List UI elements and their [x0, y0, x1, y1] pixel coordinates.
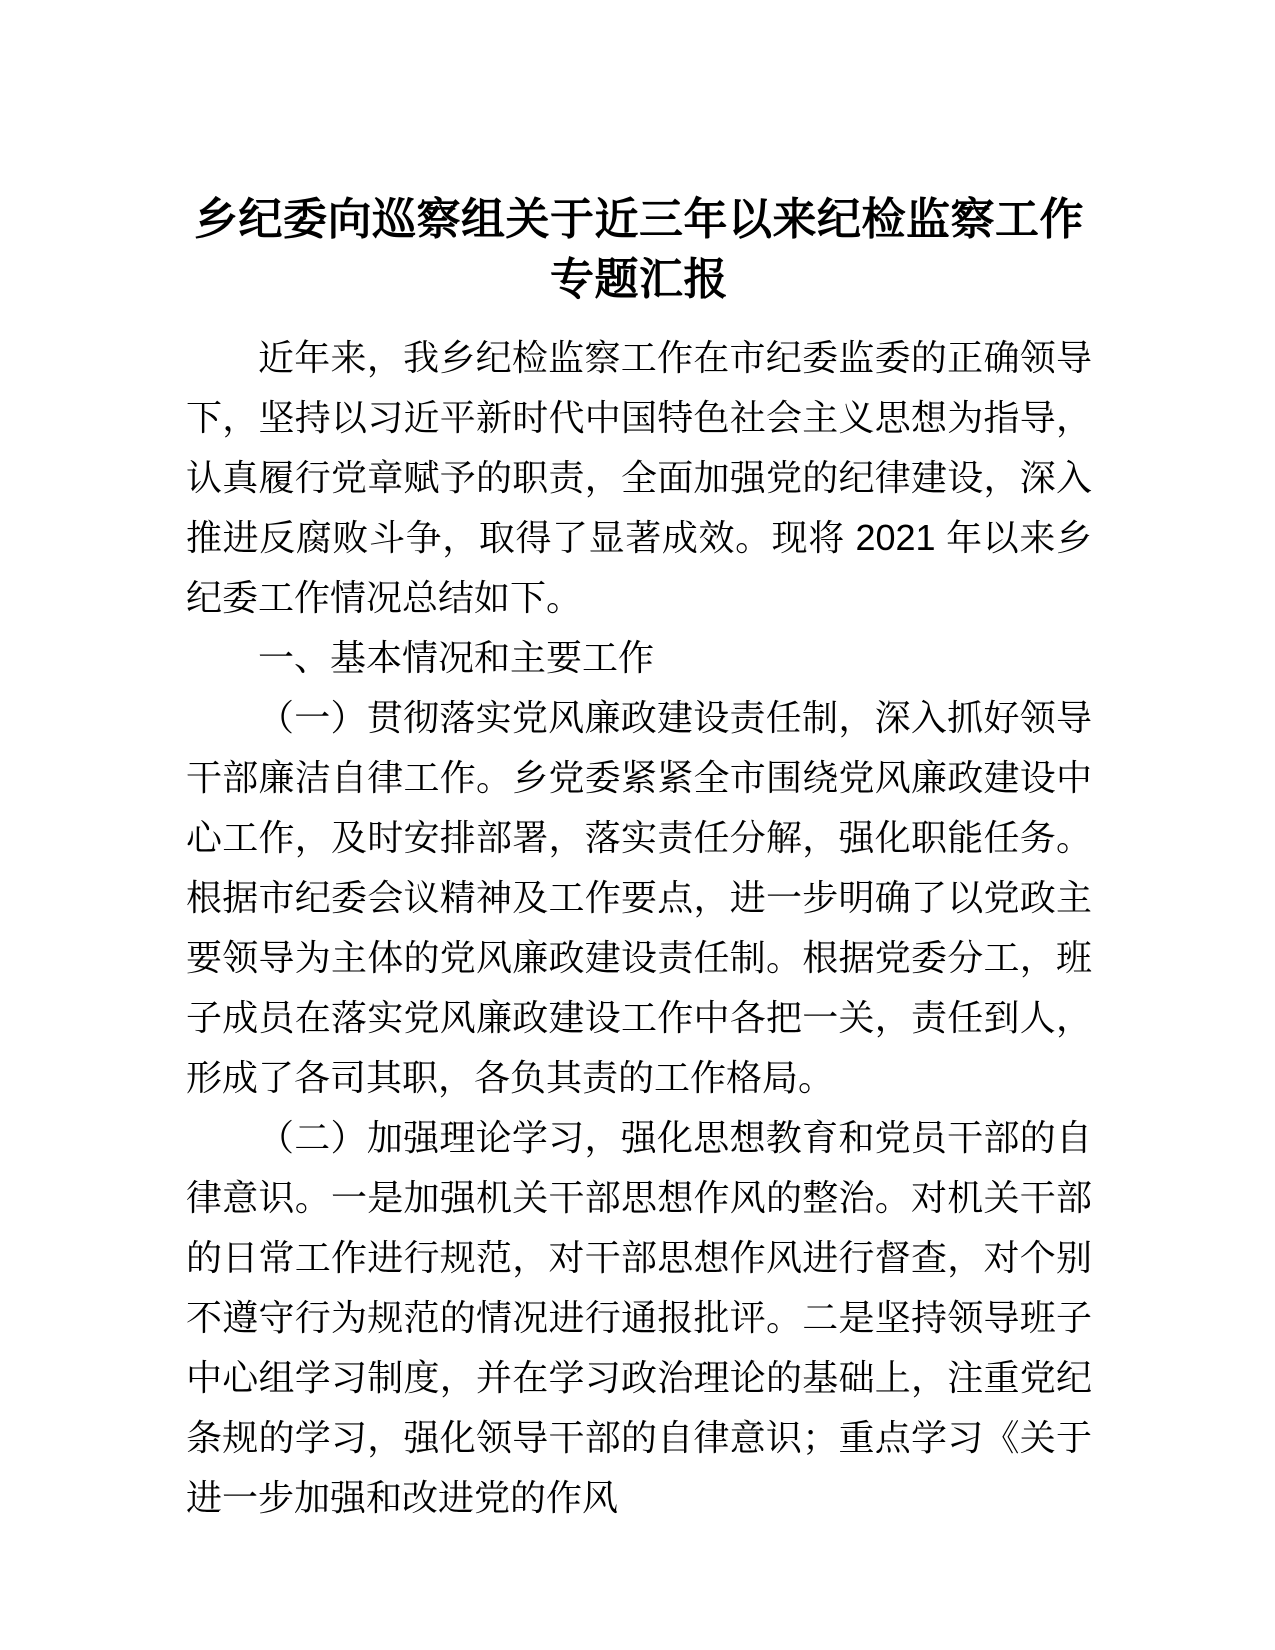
section-heading-one: 一、基本情况和主要工作: [258, 637, 655, 678]
document-body: [186, 190, 1092, 1528]
paragraph-item-two: （二）加强理论学习，强化思想教育和党员干部的自律意识。一是加强机关干部思想作风的整治。对机关干部的日常工作进行规范，对干部思想作风进行督查，对个别不遵守行为规范的情况进行通报批评。二是坚持领导班子中心组学习制度，并在学习政治理论的基础上，注重党纪条规的学习，强化领导干部的自律意识；重点学习《关于进一步加强和改进党的作风: [186, 1117, 1092, 1518]
paragraph-intro: 近年来，我乡纪检监察工作在市纪委监委的正确领导下，坚持以习近平新时代中国特色社会主义思想为指导，认真履行党章赋予的职责，全面加强党的纪律建设，深入推进反腐败斗争，取得了显著成效。现将 2021 年以来乡纪委工作情况总结如下。: [186, 337, 1092, 618]
title-spacer: [186, 316, 1092, 328]
paragraph-item-one: （一）贯彻落实党风廉政建设责任制，深入抓好领导干部廉洁自律工作。乡党委紧紧全市围绕党风廉政建设中心工作，及时安排部署，落实责任分解，强化职能任务。根据市纪委会议精神及工作要点，进一步明确了以党政主要领导为主体的党风廉政建设责任制。根据党委分工，班子成员在落实党风廉政建设工作中各把一关，责任到人，形成了各司其职，各负其责的工作格局。: [186, 697, 1092, 1098]
document-title: 乡纪委向巡察组关于近三年以来纪检监察工作专题汇报: [194, 195, 1084, 304]
